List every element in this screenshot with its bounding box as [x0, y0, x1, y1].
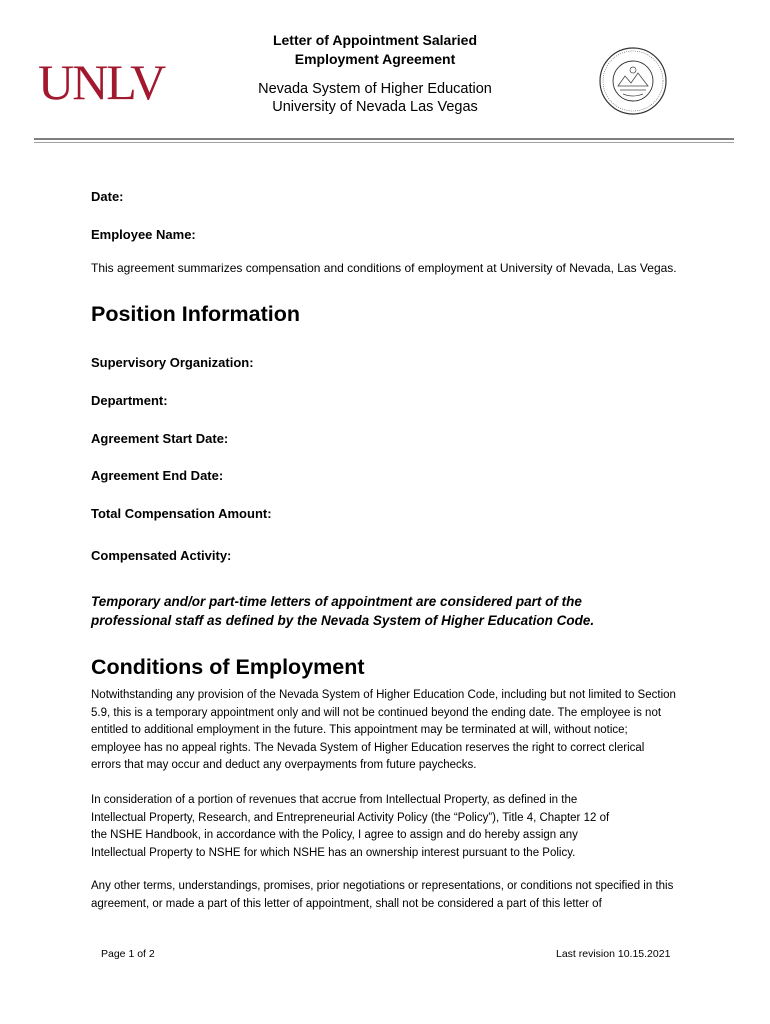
- para1-line: 5.9, this is a temporary appointment only and will not be continued beyond the ending date. The employee is not: [91, 706, 662, 719]
- para2-line: the NSHE Handbook, in accordance with the Policy, I agree to assign and do hereby assign any: [91, 829, 578, 842]
- header-rule-thick: [34, 138, 734, 140]
- revision-date: Last revision 10.15.2021: [556, 948, 671, 960]
- total-compensation-label: Total Compensation Amount:: [91, 506, 272, 521]
- note-line-2: professional staff as defined by the Nevada System of Higher Education Code.: [91, 613, 595, 628]
- supervisory-organization-label: Supervisory Organization:: [91, 355, 254, 370]
- header-rule-thin: [34, 142, 734, 143]
- para3-line: Any other terms, understandings, promises, prior negotiations or representations, or conditions not specified in this: [91, 880, 674, 892]
- para1-line: Notwithstanding any provision of the Nevada System of Higher Education Code, including but not limited to Section: [91, 689, 676, 701]
- para1-line: entitled to additional employment in the future. This appointment may be terminated at will, without notice;: [91, 724, 628, 737]
- para2-line: Intellectual Property, Research, and Entrepreneurial Activity Policy (the “Policy”), Title 4, Chapter 12 of: [91, 811, 610, 824]
- compensated-activity-label: Compensated Activity:: [91, 548, 232, 563]
- conditions-of-employment-heading: Conditions of Employment: [91, 655, 365, 679]
- institution-names: [200, 80, 550, 116]
- intellectual-property-paragraph: [91, 792, 741, 862]
- conditions-paragraph-1: [91, 687, 741, 775]
- subtitle-line-1: Nevada System of Higher Education: [258, 81, 492, 97]
- title-line-2: Employment Agreement: [294, 51, 456, 67]
- date-label: Date:: [91, 189, 124, 204]
- intro-text: This agreement summarizes compensation and conditions of employment at University of Nevada, Las Vegas.: [91, 261, 677, 275]
- note-line-1: Temporary and/or part-time letters of appointment are considered part of the: [91, 594, 582, 609]
- position-information-heading: Position Information: [91, 302, 301, 326]
- staff-classification-note: [91, 592, 711, 630]
- para2-line: In consideration of a portion of revenues that accrue from Intellectual Property, as defined in the: [91, 794, 578, 806]
- other-terms-paragraph: [91, 878, 741, 913]
- unlv-logo: UNLV: [38, 54, 165, 110]
- para2-line: Intellectual Property to NSHE for which NSHE has an ownership interest pursuant to the Policy.: [91, 846, 576, 859]
- para3-line: agreement, or made a part of this letter of appointment, shall not be considered a part of this letter of: [91, 897, 602, 910]
- subtitle-line-2: University of Nevada Las Vegas: [272, 99, 478, 115]
- title-line-1: Letter of Appointment Salaried: [272, 32, 478, 48]
- para1-line: employee has no appeal rights. The Nevada System of Higher Education reserves the right to correct clerical: [91, 741, 645, 754]
- page-number: Page 1 of 2: [101, 948, 155, 960]
- para1-line: errors that may occur and deduct any overpayments from future paychecks.: [91, 759, 477, 772]
- document-title: [200, 31, 550, 69]
- department-label: Department:: [91, 393, 168, 408]
- university-seal-icon: [598, 46, 668, 116]
- agreement-end-date-label: Agreement End Date:: [91, 468, 224, 483]
- agreement-start-date-label: Agreement Start Date:: [91, 431, 229, 446]
- employee-name-label: Employee Name:: [91, 227, 196, 242]
